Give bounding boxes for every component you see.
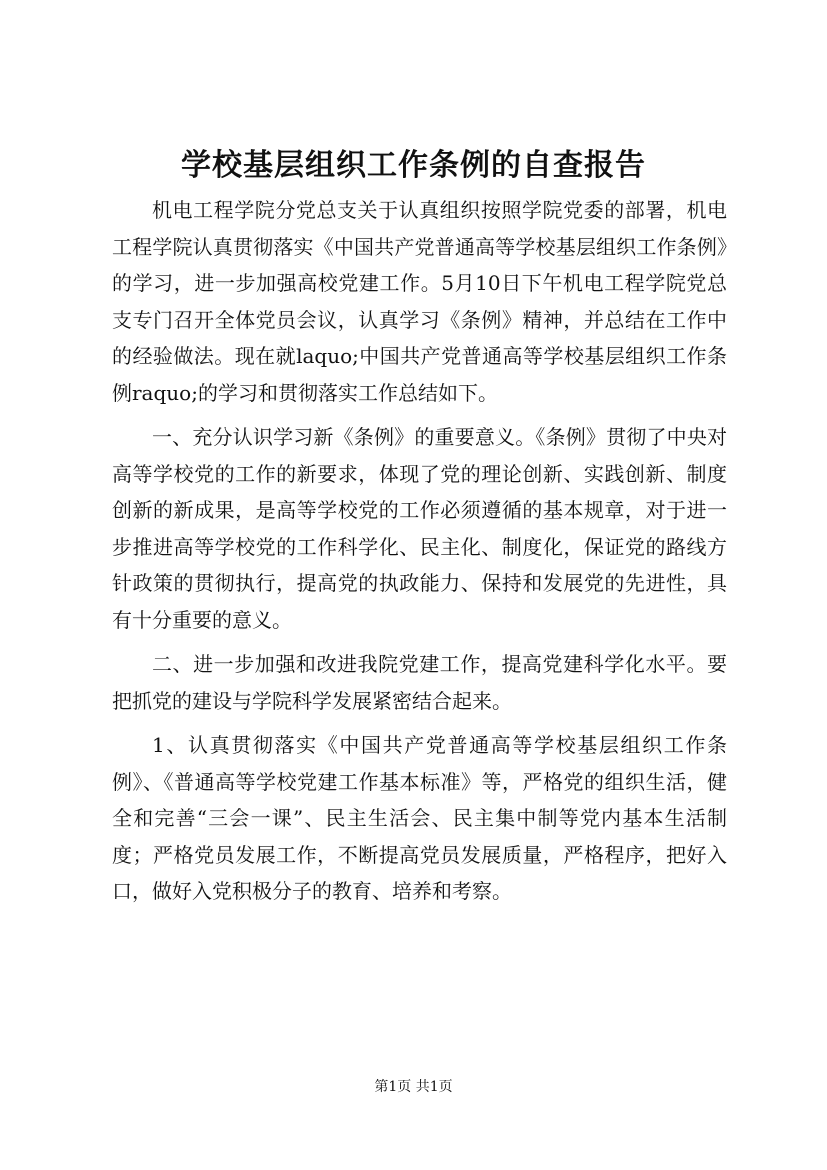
paragraph-intro: 机电工程学院分党总支关于认真组织按照学院党委的部署，机电工程学院认真贯彻落实《中国共产党普通高等学校基层组织工作条例》的学习，进一步加强高校党建工作。5月10日下午机电工程学院党总支专门召开全体党员会议，认真学习《条例》精神，并总结在工作中的经验做法。现在就laquo;中国共产党普通高等学校基层组织工作条例raquo;的学习和贯彻落实工作总结如下。 [112,198,727,405]
document-body [112,192,727,910]
page-number-label: 第1页 共1页 [374,1079,453,1095]
paragraph-section-one: 一、充分认识学习新《条例》的重要意义。《条例》贯彻了中央对高等学校党的工作的新要求，体现了党的理论创新、实践创新、制度创新的新成果，是高等学校党的工作必须遵循的基本规章，对于进一步推进高等学校党的工作科学化、民主化、制度化，保证党的路线方针政策的贯彻执行，提高党的执政能力、保持和发展党的先进性，具有十分重要的意义。 [112,425,727,632]
paragraph-item-one: 1、认真贯彻落实《中国共产党普通高等学校基层组织工作条例》、《普通高等学校党建工作基本标准》等，严格党的组织生活，健全和完善“三会一课”、民主生活会、民主集中制等党内基本生活制度；严格党员发展工作，不断提高党员发展质量，严格程序，把好入口，做好入党积极分子的教育、培养和考察。 [112,733,727,903]
page-footer [0,1077,827,1097]
document-title: 学校基层组织工作条例的自查报告 [181,148,646,183]
paragraph-section-two: 二、进一步加强和改进我院党建工作，提高党建科学化水平。要把抓党的建设与学院科学发展紧密结合起来。 [112,652,727,713]
